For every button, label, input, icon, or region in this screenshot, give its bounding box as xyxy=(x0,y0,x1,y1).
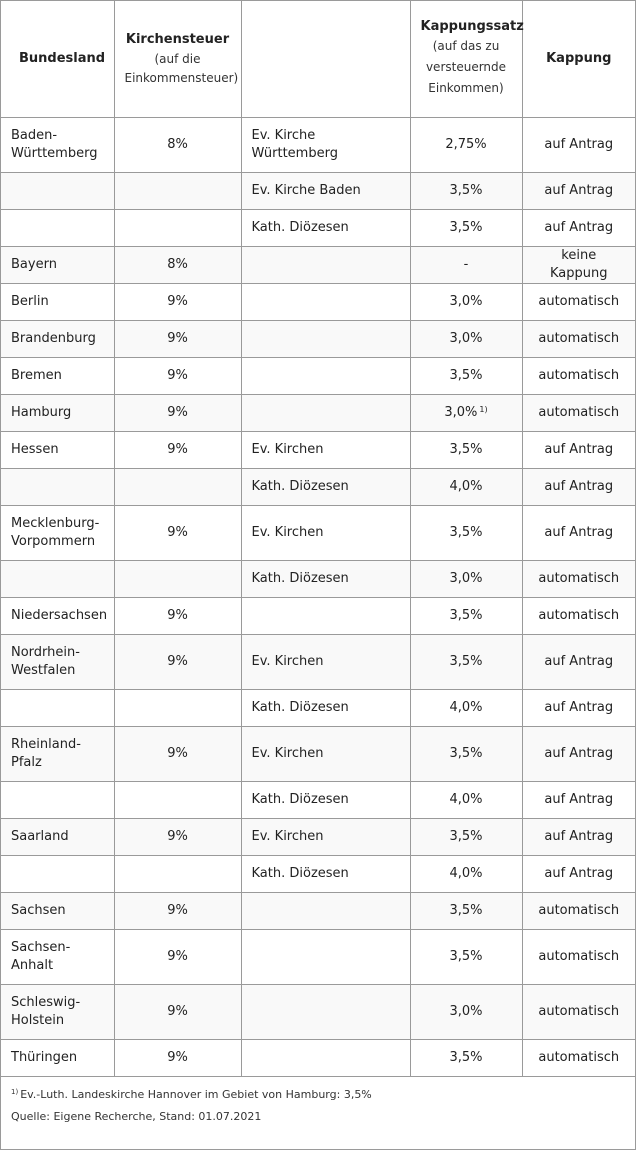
cell-kappungssatz-text: - xyxy=(463,256,469,272)
cell-kirche-text: Kath. Diözesen xyxy=(251,219,349,235)
cell-kappungssatz-text: 4,0% xyxy=(449,791,483,807)
table-row xyxy=(1,818,635,855)
table-row xyxy=(1,320,635,357)
cell-kirchensteuer xyxy=(114,209,241,246)
cell-kirche-text: Ev. Kirche Baden xyxy=(251,182,361,198)
cell-bundesland xyxy=(1,855,114,892)
cell-kirche xyxy=(241,431,410,468)
cell-kirche-text: Ev. Kirchen xyxy=(251,828,324,844)
cell-kappungssatz xyxy=(410,209,522,246)
table-row xyxy=(1,984,635,1039)
cell-bundesland-text: Bayern xyxy=(11,256,57,272)
cell-kappungssatz-text: 3,0% xyxy=(449,570,483,586)
cell-bundesland xyxy=(1,634,114,689)
cell-kirche xyxy=(241,172,410,209)
cell-kappung-text: keine Kappung xyxy=(550,247,608,281)
table-row xyxy=(1,634,635,689)
source-note: Quelle: Eigene Recherche, Stand: 01.07.2021 xyxy=(11,1110,262,1123)
cell-kirchensteuer xyxy=(114,560,241,597)
cell-kirche xyxy=(241,1039,410,1076)
cell-bundesland xyxy=(1,929,114,984)
cell-kirchensteuer-text: 9% xyxy=(167,293,188,309)
cell-kappungssatz-text: 2,75% xyxy=(445,136,487,152)
cell-kappung-text: auf Antrag xyxy=(544,219,614,235)
cell-kappung-text: auf Antrag xyxy=(544,441,614,457)
cell-bundesland-text: Niedersachsen xyxy=(11,607,108,623)
cell-kirchensteuer xyxy=(114,1039,241,1076)
cell-kirche xyxy=(241,505,410,560)
cell-bundesland xyxy=(1,984,114,1039)
header-kappungssatz-title: Kappungssatz xyxy=(420,19,524,35)
cell-kappungssatz-text: 3,5% xyxy=(449,902,483,918)
cell-kappungssatz xyxy=(410,726,522,781)
header-kirchensteuer-sub1: (auf die xyxy=(154,52,201,67)
cell-kappung-text: automatisch xyxy=(538,902,620,918)
cell-kappung-text: automatisch xyxy=(538,607,620,623)
cell-bundesland-text: Baden-Württemberg xyxy=(11,127,98,161)
cell-kappungssatz xyxy=(410,172,522,209)
cell-kappungssatz-text: 4,0% xyxy=(449,478,483,494)
cell-kirchensteuer xyxy=(114,984,241,1039)
cell-kirche-text: Ev. Kirchen xyxy=(251,653,324,669)
cell-kappung-text: auf Antrag xyxy=(544,653,614,669)
cell-kappung-text: auf Antrag xyxy=(544,524,614,540)
cell-kappungssatz-text: 3,0% xyxy=(449,330,483,346)
cell-kirche xyxy=(241,394,410,431)
cell-bundesland xyxy=(1,283,114,320)
cell-kappung xyxy=(522,431,635,468)
cell-kappung xyxy=(522,726,635,781)
cell-kappung-text: automatisch xyxy=(538,330,620,346)
cell-kappungssatz xyxy=(410,892,522,929)
cell-kappung-text: automatisch xyxy=(538,404,620,420)
header-kappung: Kappung xyxy=(522,1,635,117)
table-row xyxy=(1,283,635,320)
cell-kappung-text: auf Antrag xyxy=(544,745,614,761)
cell-kappungssatz xyxy=(410,597,522,634)
table-row xyxy=(1,689,635,726)
cell-kappungssatz-text: 3,5% xyxy=(449,367,483,383)
cell-kappung xyxy=(522,246,635,283)
cell-kirche xyxy=(241,209,410,246)
cell-bundesland xyxy=(1,689,114,726)
table-row xyxy=(1,1039,635,1076)
cell-kirche xyxy=(241,320,410,357)
header-kappungssatz-sub1: (auf das zu xyxy=(432,39,500,54)
cell-bundesland xyxy=(1,172,114,209)
cell-kappungssatz xyxy=(410,246,522,283)
cell-bundesland xyxy=(1,597,114,634)
cell-kappungssatz xyxy=(410,431,522,468)
cell-kappungssatz xyxy=(410,117,522,172)
cell-kirchensteuer-text: 9% xyxy=(167,745,188,761)
cell-kirche-text: Ev. Kirchen xyxy=(251,524,324,540)
cell-kappung xyxy=(522,172,635,209)
cell-bundesland xyxy=(1,560,114,597)
cell-kirche xyxy=(241,597,410,634)
cell-kirchensteuer xyxy=(114,634,241,689)
header-kirchensteuer xyxy=(114,1,241,117)
cell-kirche xyxy=(241,634,410,689)
cell-kappungssatz xyxy=(410,320,522,357)
table-row xyxy=(1,209,635,246)
cell-bundesland xyxy=(1,726,114,781)
header-kirche xyxy=(241,1,410,117)
cell-kappungssatz-text: 3,0% xyxy=(444,404,478,420)
cell-kappungssatz-text: 3,5% xyxy=(449,745,483,761)
cell-kirche-text: Kath. Diözesen xyxy=(251,699,349,715)
cell-kappung-text: auf Antrag xyxy=(544,865,614,881)
header-bundesland: Bundesland xyxy=(1,1,114,117)
cell-kirchensteuer xyxy=(114,597,241,634)
cell-bundesland-text: Nordrhein-Westfalen xyxy=(11,644,80,678)
cell-bundesland-text: Hamburg xyxy=(11,404,72,420)
cell-kirchensteuer xyxy=(114,818,241,855)
cell-kirche-text: Kath. Diözesen xyxy=(251,791,349,807)
cell-kappungssatz xyxy=(410,984,522,1039)
cell-kirchensteuer xyxy=(114,505,241,560)
cell-kirche xyxy=(241,892,410,929)
cell-kappung xyxy=(522,855,635,892)
table-row xyxy=(1,431,635,468)
cell-bundesland-text: Thüringen xyxy=(11,1049,78,1065)
cell-bundesland-text: Sachsen xyxy=(11,902,66,918)
cell-kappung-text: auf Antrag xyxy=(544,699,614,715)
cell-kappung xyxy=(522,560,635,597)
cell-kirchensteuer xyxy=(114,283,241,320)
cell-kirche-text: Ev. Kirche Württemberg xyxy=(251,127,338,161)
table-row xyxy=(1,855,635,892)
cell-bundesland xyxy=(1,892,114,929)
header-kappungssatz-sub2: versteuernde xyxy=(425,60,507,75)
cell-kappungssatz-text: 3,5% xyxy=(449,441,483,457)
table-row xyxy=(1,597,635,634)
cell-kappung xyxy=(522,929,635,984)
table-row xyxy=(1,468,635,505)
cell-kappungssatz-text: 4,0% xyxy=(449,865,483,881)
church-tax-table xyxy=(1,1,635,1077)
cell-kappungssatz xyxy=(410,1039,522,1076)
cell-kirche-text: Kath. Diözesen xyxy=(251,478,349,494)
header-kirchensteuer-title: Kirchensteuer xyxy=(125,32,230,48)
cell-kirche xyxy=(241,689,410,726)
cell-kirchensteuer xyxy=(114,689,241,726)
cell-kirchensteuer-text: 9% xyxy=(167,1003,188,1019)
cell-kirchensteuer-text: 9% xyxy=(167,404,188,420)
cell-kirche xyxy=(241,855,410,892)
cell-kirche xyxy=(241,117,410,172)
cell-kirchensteuer-text: 9% xyxy=(167,948,188,964)
table-row xyxy=(1,726,635,781)
cell-kappungssatz xyxy=(410,818,522,855)
cell-kappung-text: auf Antrag xyxy=(544,791,614,807)
cell-kirche xyxy=(241,357,410,394)
cell-kappungssatz-text: 3,0% xyxy=(449,1003,483,1019)
cell-kappung-text: auf Antrag xyxy=(544,828,614,844)
cell-bundesland xyxy=(1,818,114,855)
cell-bundesland-text: Saarland xyxy=(11,828,69,844)
cell-kappungssatz-text: 3,0% xyxy=(449,293,483,309)
cell-kirche xyxy=(241,984,410,1039)
cell-bundesland-text: Bremen xyxy=(11,367,62,383)
cell-kirche-text: Kath. Diözesen xyxy=(251,570,349,586)
cell-kirchensteuer-text: 9% xyxy=(167,653,188,669)
table-notes xyxy=(11,1088,627,1132)
cell-kappungssatz xyxy=(410,394,522,431)
cell-kirchensteuer-text: 9% xyxy=(167,330,188,346)
table-row xyxy=(1,781,635,818)
cell-kappung xyxy=(522,283,635,320)
cell-kappung-text: automatisch xyxy=(538,1003,620,1019)
cell-kappungssatz xyxy=(410,634,522,689)
table-row xyxy=(1,172,635,209)
table-row xyxy=(1,892,635,929)
cell-bundesland xyxy=(1,209,114,246)
cell-kirchensteuer-text: 8% xyxy=(167,256,188,272)
cell-kappungssatz-text: 4,0% xyxy=(449,699,483,715)
cell-kirchensteuer xyxy=(114,929,241,984)
cell-kappung xyxy=(522,892,635,929)
cell-kirche xyxy=(241,468,410,505)
header-kappungssatz xyxy=(410,1,522,117)
cell-bundesland xyxy=(1,781,114,818)
cell-kirchensteuer xyxy=(114,726,241,781)
cell-kappung xyxy=(522,505,635,560)
cell-kirchensteuer xyxy=(114,357,241,394)
cell-kirchensteuer-text: 9% xyxy=(167,367,188,383)
cell-kirchensteuer xyxy=(114,320,241,357)
cell-kirche xyxy=(241,560,410,597)
cell-kirchensteuer xyxy=(114,431,241,468)
cell-kappungssatz-text: 3,5% xyxy=(449,1049,483,1065)
cell-kirchensteuer xyxy=(114,855,241,892)
cell-kirchensteuer xyxy=(114,117,241,172)
footnote-text: Ev.-Luth. Landeskirche Hannover im Gebiet von Hamburg: 3,5% xyxy=(20,1088,372,1101)
cell-kappung-text: automatisch xyxy=(538,1049,620,1065)
table-header-row xyxy=(1,1,635,117)
table-row xyxy=(1,117,635,172)
cell-kirche xyxy=(241,781,410,818)
cell-kappung-text: automatisch xyxy=(538,367,620,383)
cell-kappung xyxy=(522,394,635,431)
cell-kirchensteuer-text: 9% xyxy=(167,1049,188,1065)
cell-kirchensteuer-text: 9% xyxy=(167,902,188,918)
cell-kappung xyxy=(522,117,635,172)
cell-kirche xyxy=(241,929,410,984)
cell-kirche xyxy=(241,726,410,781)
cell-bundesland xyxy=(1,468,114,505)
cell-kappungssatz xyxy=(410,929,522,984)
cell-kirchensteuer xyxy=(114,394,241,431)
cell-kirchensteuer xyxy=(114,172,241,209)
cell-bundesland-text: Rheinland-Pfalz xyxy=(11,736,81,770)
cell-kappung xyxy=(522,468,635,505)
cell-bundesland xyxy=(1,246,114,283)
cell-kappungssatz xyxy=(410,781,522,818)
cell-kirche xyxy=(241,818,410,855)
cell-kirche-text: Ev. Kirchen xyxy=(251,745,324,761)
table-row xyxy=(1,505,635,560)
cell-kappung xyxy=(522,689,635,726)
cell-kirchensteuer-text: 9% xyxy=(167,828,188,844)
cell-kappungssatz-text: 3,5% xyxy=(449,524,483,540)
footnote-reference: 1) xyxy=(479,404,488,414)
cell-bundesland xyxy=(1,1039,114,1076)
cell-kappung-text: auf Antrag xyxy=(544,136,614,152)
cell-kirchensteuer xyxy=(114,781,241,818)
header-kirchensteuer-sub2: Einkommensteuer) xyxy=(124,71,239,86)
cell-kappungssatz xyxy=(410,468,522,505)
cell-kappung xyxy=(522,209,635,246)
cell-kappung-text: auf Antrag xyxy=(544,182,614,198)
cell-kirchensteuer-text: 8% xyxy=(167,136,188,152)
header-kappungssatz-sub3: Einkommen) xyxy=(428,81,504,96)
cell-bundesland xyxy=(1,505,114,560)
footnote-marker: 1) xyxy=(11,1088,19,1096)
cell-bundesland-text: Berlin xyxy=(11,293,49,309)
cell-bundesland xyxy=(1,320,114,357)
cell-kirchensteuer xyxy=(114,246,241,283)
cell-bundesland xyxy=(1,117,114,172)
cell-bundesland xyxy=(1,394,114,431)
cell-bundesland xyxy=(1,431,114,468)
cell-kappungssatz xyxy=(410,505,522,560)
footnote xyxy=(11,1088,627,1102)
cell-kappung xyxy=(522,1039,635,1076)
cell-kappungssatz-text: 3,5% xyxy=(449,182,483,198)
cell-kirchensteuer-text: 9% xyxy=(167,441,188,457)
cell-bundesland-text: Brandenburg xyxy=(11,330,96,346)
cell-kappungssatz xyxy=(410,283,522,320)
cell-kappungssatz xyxy=(410,855,522,892)
cell-kirche xyxy=(241,283,410,320)
cell-kappungssatz-text: 3,5% xyxy=(449,948,483,964)
cell-kappung-text: automatisch xyxy=(538,948,620,964)
cell-kappung xyxy=(522,634,635,689)
cell-kappungssatz-text: 3,5% xyxy=(449,653,483,669)
cell-kappungssatz-text: 3,5% xyxy=(449,607,483,623)
cell-bundesland xyxy=(1,357,114,394)
cell-kappung xyxy=(522,320,635,357)
cell-kirchensteuer-text: 9% xyxy=(167,607,188,623)
cell-kappung xyxy=(522,597,635,634)
cell-bundesland-text: Schleswig-Holstein xyxy=(11,994,81,1028)
cell-kappung xyxy=(522,781,635,818)
cell-kappung-text: automatisch xyxy=(538,570,620,586)
table-row xyxy=(1,929,635,984)
cell-kappung-text: auf Antrag xyxy=(544,478,614,494)
cell-bundesland-text: Sachsen-Anhalt xyxy=(11,939,71,973)
table-row xyxy=(1,560,635,597)
cell-kappung xyxy=(522,357,635,394)
cell-kirche-text: Ev. Kirchen xyxy=(251,441,324,457)
cell-kirchensteuer xyxy=(114,892,241,929)
cell-kappung xyxy=(522,984,635,1039)
cell-kappungssatz-text: 3,5% xyxy=(449,828,483,844)
cell-kirchensteuer-text: 9% xyxy=(167,524,188,540)
cell-kappung xyxy=(522,818,635,855)
cell-bundesland-text: Hessen xyxy=(11,441,59,457)
cell-kappungssatz xyxy=(410,560,522,597)
table-body xyxy=(1,117,635,1076)
cell-kirche xyxy=(241,246,410,283)
cell-kirche-text: Kath. Diözesen xyxy=(251,865,349,881)
cell-kirchensteuer xyxy=(114,468,241,505)
table-row xyxy=(1,394,635,431)
cell-bundesland-text: Mecklenburg-Vorpommern xyxy=(11,515,100,549)
cell-kappungssatz xyxy=(410,689,522,726)
cell-kappung-text: automatisch xyxy=(538,293,620,309)
table-row xyxy=(1,357,635,394)
cell-kappungssatz xyxy=(410,357,522,394)
cell-kappungssatz-text: 3,5% xyxy=(449,219,483,235)
table-row xyxy=(1,246,635,283)
